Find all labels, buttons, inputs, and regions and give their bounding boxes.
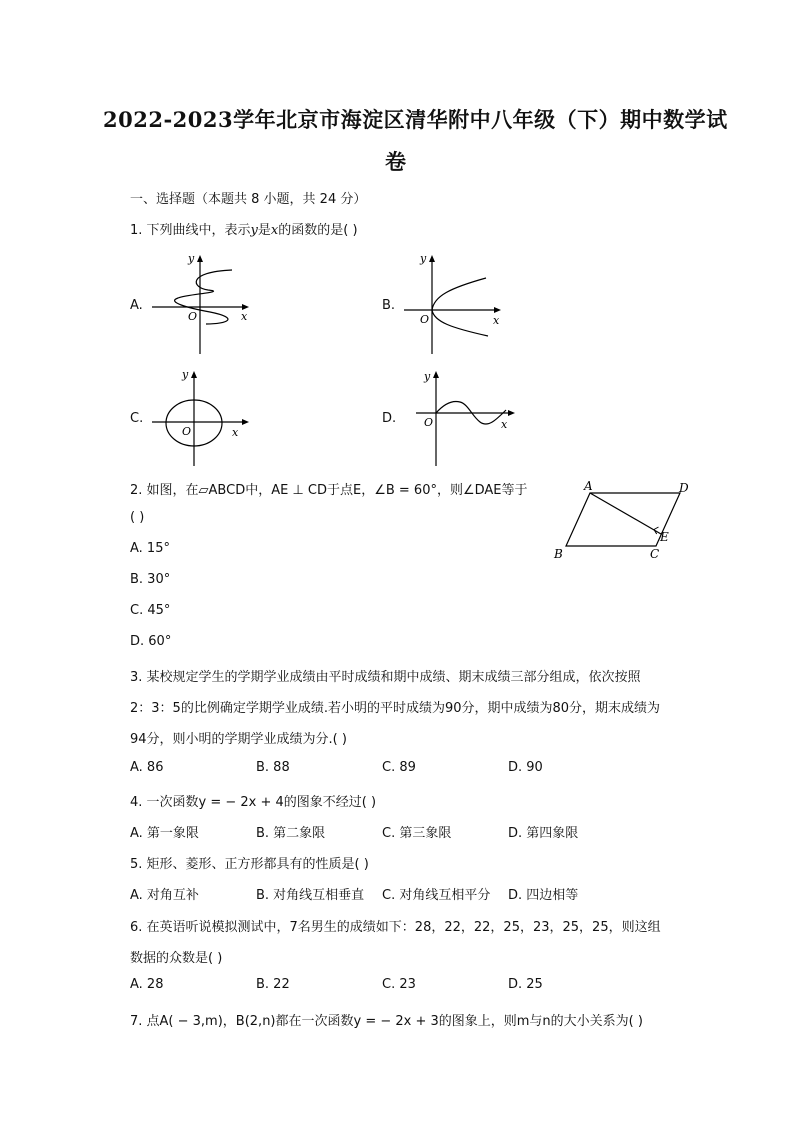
q7-stem: 7. 点A( − 3,m)，B(2,n)都在一次函数y = − 2x + 3的图象上，则m与n的大小关系为( ) <box>130 1014 643 1029</box>
q1c-y-label: y <box>182 368 189 381</box>
q2-label-b: B <box>554 547 563 561</box>
q4-option-a: A. 第一象限 <box>130 826 199 841</box>
paper-title-line1: 2022-2023学年北京市海淀区清华附中八年级（下）期中数学试 <box>103 107 728 132</box>
q4-option-c: C. 第三象限 <box>382 826 452 841</box>
q6-option-b: B. 22 <box>256 977 290 992</box>
q3-line3: 94分，则小明的学期学业成绩为分.( ) <box>130 732 347 747</box>
q1b-origin: O <box>420 313 430 326</box>
q2-label-c: C <box>650 547 660 561</box>
q1-graph-a <box>148 250 258 362</box>
q2-label-e: E <box>660 530 669 544</box>
q2-option-d: D. 60° <box>130 634 172 649</box>
q1a-origin: O <box>188 310 198 323</box>
q1b-y-label: y <box>420 252 427 265</box>
q1-graph-c <box>148 366 258 472</box>
q1d-x-label: x <box>501 418 508 431</box>
q2-option-b: B. 30° <box>130 572 171 587</box>
q1-stem-b: 是 <box>257 223 271 238</box>
q2-option-a: A. 15° <box>130 541 170 556</box>
q3-line1: 3. 某校规定学生的学期学业成绩由平时成绩和期中成绩、期末成绩三部分组成，依次按照 <box>130 670 641 685</box>
q5-stem: 5. 矩形、菱形、正方形都具有的性质是( ) <box>130 857 369 872</box>
q1a-y-label: y <box>188 252 195 265</box>
q1-option-a-label: A. <box>130 298 143 313</box>
q3-line2: 2：3：5的比例确定学期学业成绩.若小明的平时成绩为90分，期中成绩为80分，期末成绩为 <box>130 701 661 716</box>
q1c-x-label: x <box>232 426 239 439</box>
q1-var-y: y <box>250 223 258 238</box>
q1d-origin: O <box>424 416 434 429</box>
q1-option-b-label: B. <box>382 298 396 313</box>
q6-option-d: D. 25 <box>508 977 543 992</box>
q3-option-b: B. 88 <box>256 760 290 775</box>
q1-var-x: x <box>270 223 279 238</box>
q2-stem: 2. 如图，在▱ABCD中，AE ⊥ CD于点E，∠B = 60°，则∠DAE等于 <box>130 483 528 498</box>
q1-stem-a: 1. 下列曲线中，表示 <box>130 223 251 238</box>
q5-option-b: B. 对角线互相垂直 <box>256 888 365 903</box>
q3-option-c: C. 89 <box>382 760 416 775</box>
section-heading: 一、选择题（本题共 8 小题，共 24 分） <box>130 192 367 207</box>
q5-option-a: A. 对角互补 <box>130 888 199 903</box>
q2-label-d: D <box>679 481 689 495</box>
q2-option-c: C. 45° <box>130 603 171 618</box>
q1-graph-b <box>400 250 510 362</box>
q3-option-d: D. 90 <box>508 760 543 775</box>
q2-parallelogram-figure <box>548 476 698 568</box>
q6-option-c: C. 23 <box>382 977 416 992</box>
q1d-y-label: y <box>424 370 431 383</box>
q4-option-d: D. 第四象限 <box>508 826 579 841</box>
q6-option-a: A. 28 <box>130 977 164 992</box>
q1c-origin: O <box>182 425 192 438</box>
q5-option-c: C. 对角线互相平分 <box>382 888 491 903</box>
q6-line1: 6. 在英语听说模拟测试中，7名男生的成绩如下：28，22，22，25，23，25，25，则这组 <box>130 920 661 935</box>
paper-title-line2: 卷 <box>385 149 407 174</box>
q5-option-d: D. 四边相等 <box>508 888 579 903</box>
q1-option-c-label: C. <box>130 411 144 426</box>
q3-option-a: A. 86 <box>130 760 164 775</box>
q1a-x-label: x <box>241 310 248 323</box>
q6-line2: 数据的众数是( ) <box>130 951 223 966</box>
q1-graph-d <box>400 366 520 472</box>
q4-option-b: B. 第二象限 <box>256 826 326 841</box>
q4-stem: 4. 一次函数y = − 2x + 4的图象不经过( ) <box>130 795 377 810</box>
q1-stem-c: 的函数的是( ) <box>278 223 358 238</box>
q1b-x-label: x <box>493 314 500 327</box>
q2-paren: ( ) <box>130 510 145 525</box>
q1-option-d-label: D. <box>382 411 397 426</box>
q2-label-a: A <box>584 479 593 493</box>
q1-stem <box>130 219 358 238</box>
